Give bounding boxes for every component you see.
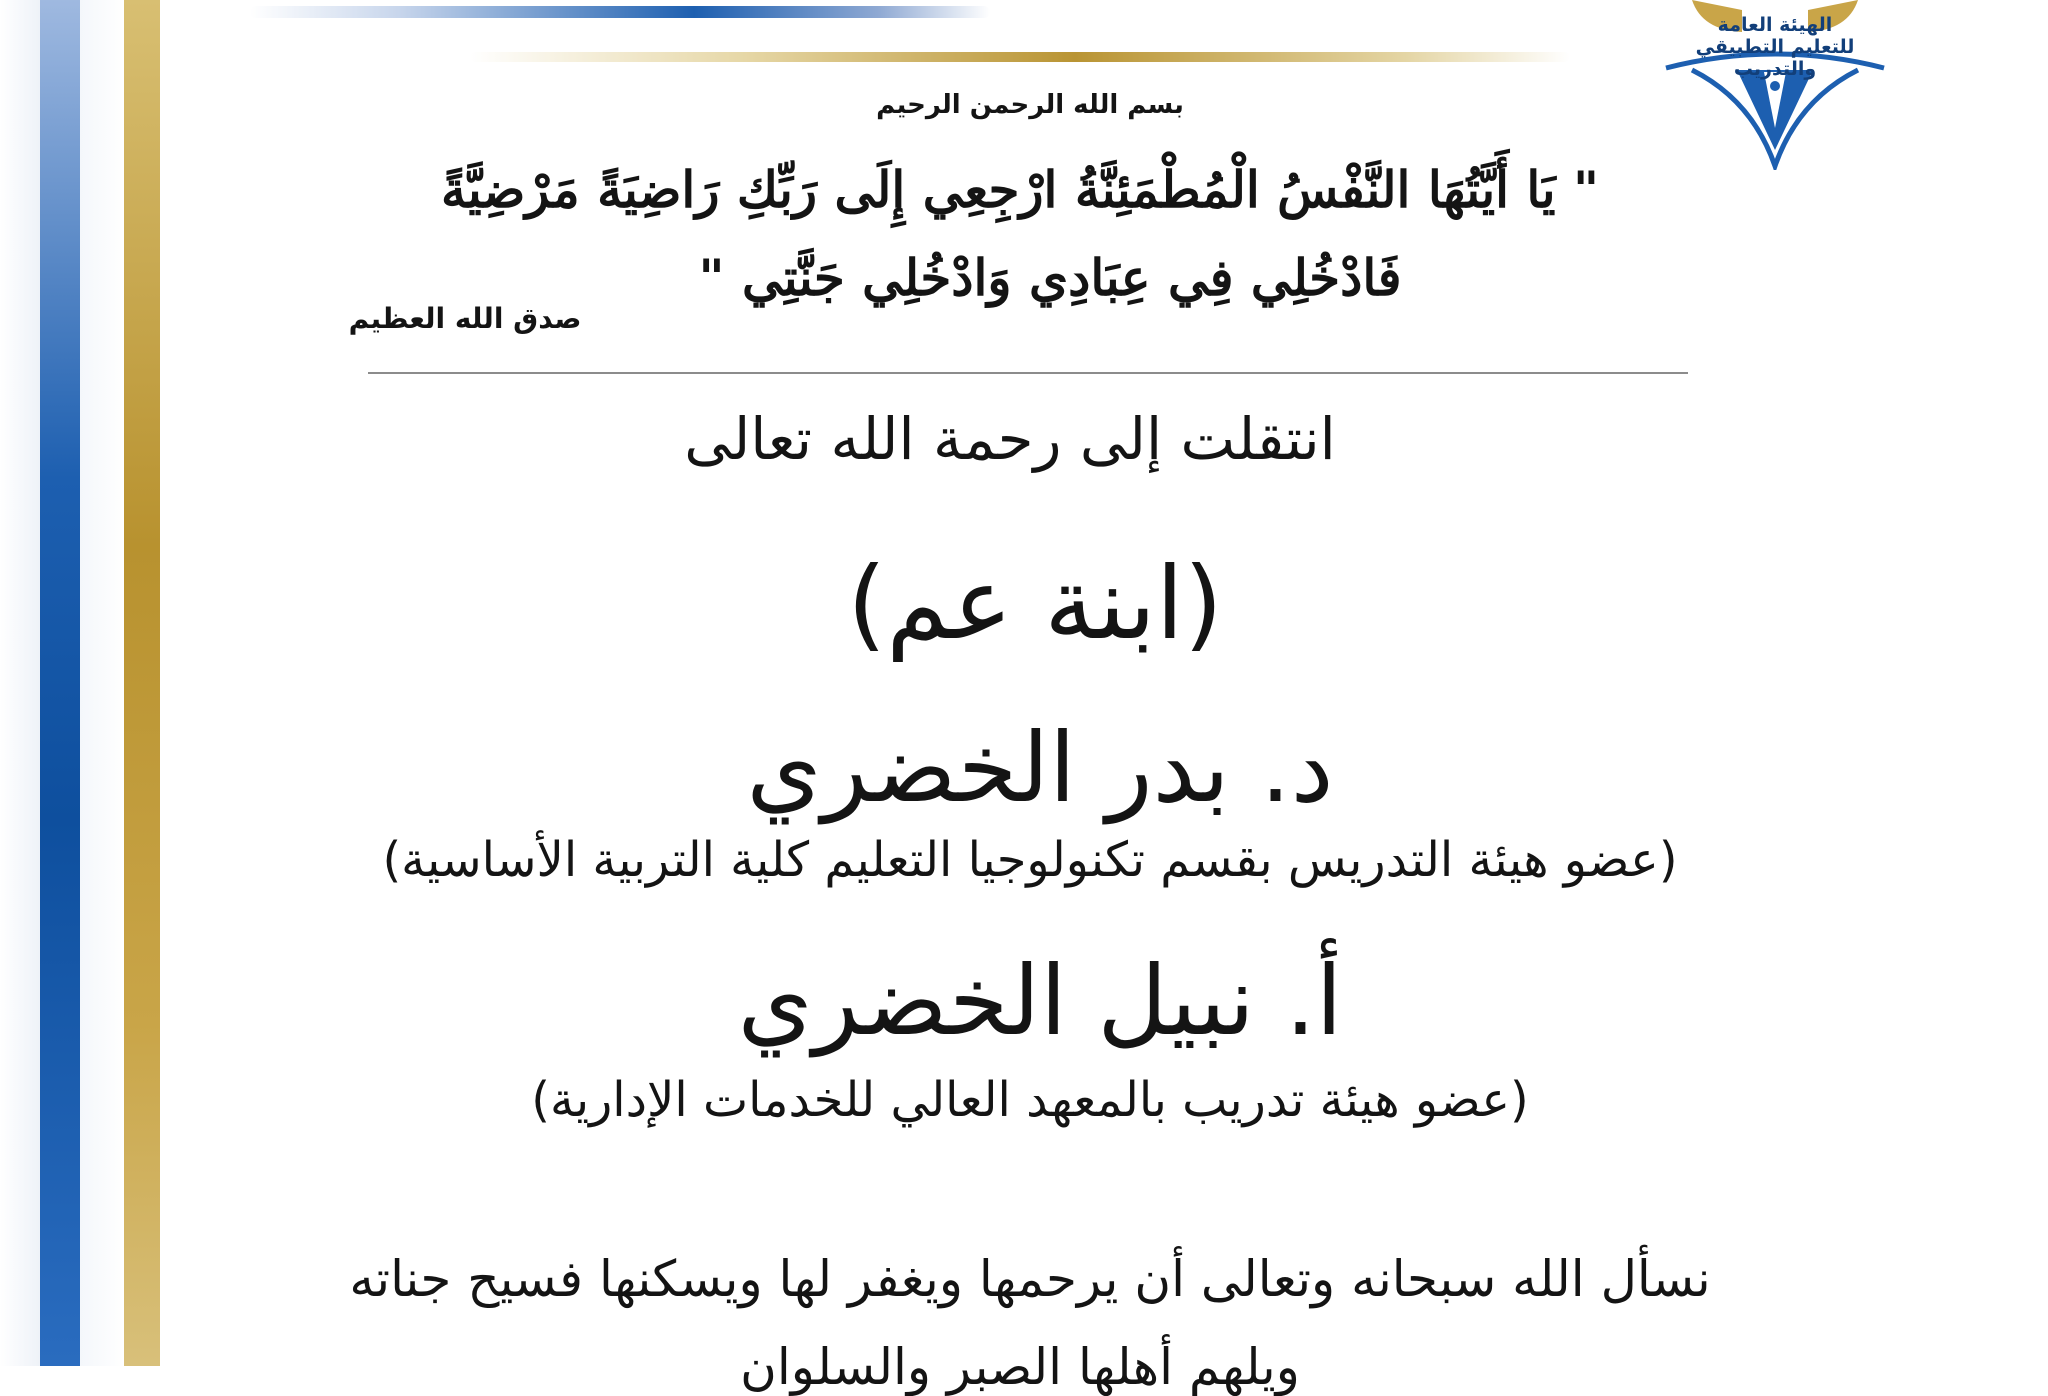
- side-stripe-blue: [40, 0, 80, 1366]
- divider: [368, 372, 1688, 374]
- deceased-relation: (ابنة عم): [847, 545, 1223, 662]
- relative-name-1: د. بدر الخضري: [746, 712, 1334, 824]
- side-stripe-white: [0, 0, 40, 1366]
- top-decorative-line-gold: [470, 52, 1570, 62]
- verse-closing: صدق الله العظيم: [348, 302, 582, 335]
- side-stripe-light: [80, 0, 124, 1366]
- relative-role-1: (عضو هيئة التدريس بقسم تكنولوجيا التعليم كلية التربية الأساسية): [382, 832, 1678, 888]
- logo-text-line-1: الهيئة العامة: [1717, 14, 1833, 36]
- logo-text-line-2: للتعليم التطبيقي والتدريب: [1695, 36, 1855, 80]
- top-decorative-line-blue: [250, 6, 990, 18]
- side-stripe-gold: [124, 0, 160, 1366]
- announcement-intro: انتقلت إلى رحمة الله تعالى: [684, 405, 1336, 473]
- relative-role-2: (عضو هيئة تدريب بالمعهد العالي للخدمات الإدارية): [531, 1072, 1529, 1128]
- quran-verse-line-2: فَادْخُلِي فِي عِبَادِي وَادْخُلِي جَنَّتِي ": [698, 248, 1402, 307]
- prayer-line-2: ويلهم أهلها الصبر والسلوان: [740, 1338, 1300, 1396]
- basmala: بسم الله الرحمن الرحيم: [876, 90, 1184, 120]
- paaet-logo: [1652, 0, 1898, 170]
- logo-text: [1652, 14, 1898, 80]
- quran-verse-line-1: " يَا أَيَّتُهَا النَّفْسُ الْمُطْمَئِنَّةُ ارْجِعِي إِلَى رَبِّكِ رَاضِيَةً مَرْضِيَّةً: [440, 160, 1600, 219]
- prayer-line-1: نسأل الله سبحانه وتعالى أن يرحمها ويغفر لها ويسكنها فسيح جناته: [349, 1250, 1711, 1308]
- relative-name-2: أ. نبيل الخضري: [737, 945, 1343, 1057]
